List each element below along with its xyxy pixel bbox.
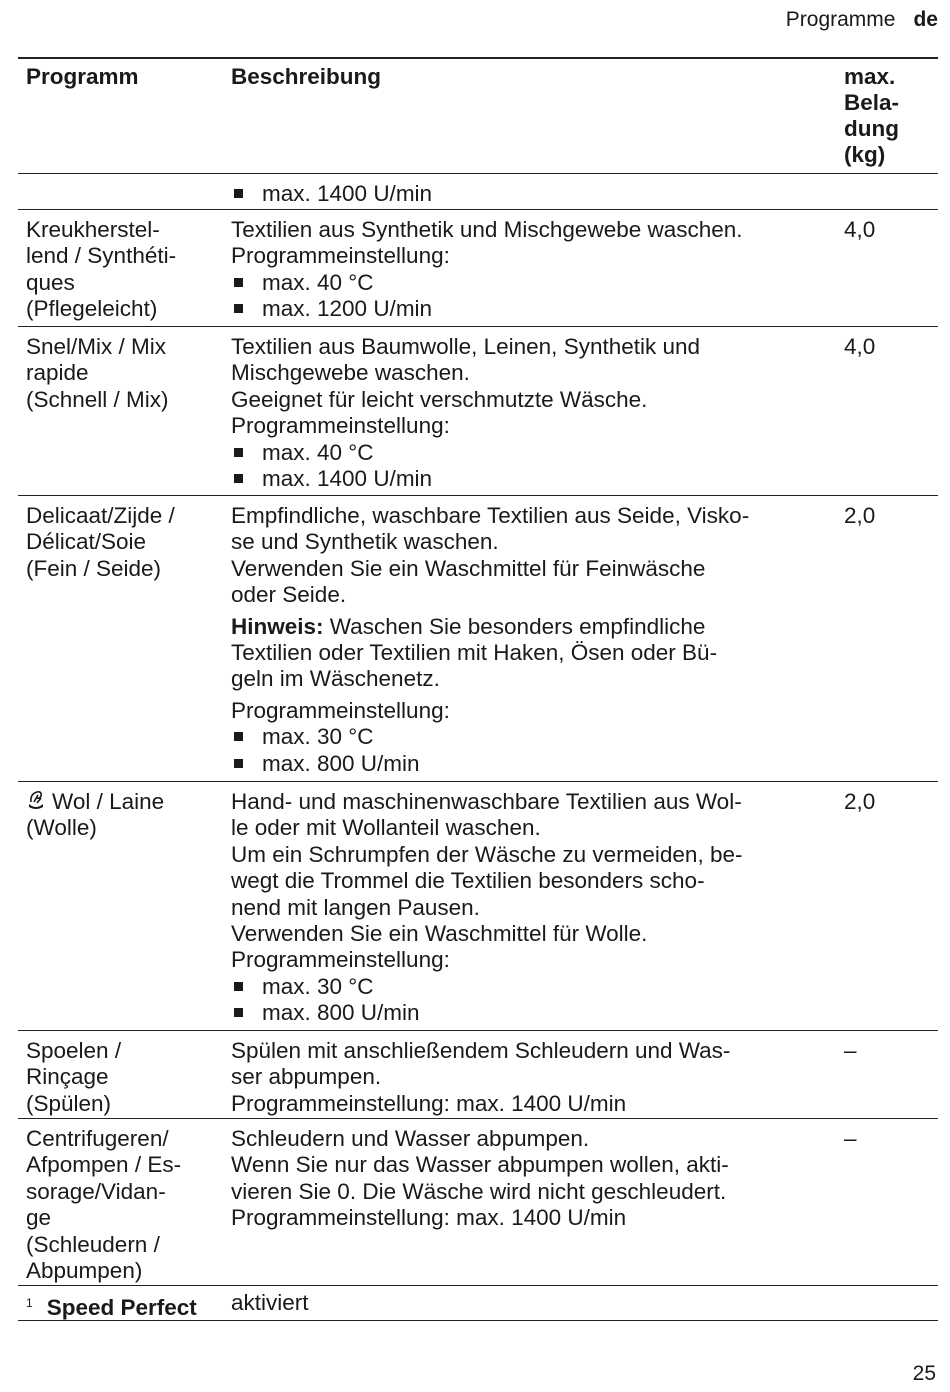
handwash-icon xyxy=(26,789,52,814)
program-description xyxy=(231,1126,831,1232)
program-name-line: (Pflegeleicht) xyxy=(26,296,158,322)
setting-bullet: max. 1400 U/min xyxy=(231,181,831,207)
footnote-text: aktiviert xyxy=(231,1290,309,1315)
program-name xyxy=(26,789,226,842)
max-load: 4,0 xyxy=(844,334,876,359)
setting-bullet: max. 1200 U/min xyxy=(231,296,831,322)
program-name-line: rapide xyxy=(26,360,89,386)
description-line: Programmeinstellung: xyxy=(231,697,450,723)
section-title: Programme xyxy=(785,8,896,31)
description-line: Verwenden Sie ein Waschmittel für Feinwäsche xyxy=(231,555,706,581)
program-name-line: (Fein / Seide) xyxy=(26,555,162,581)
program-name-line: lend / Synthéti- xyxy=(26,243,177,269)
description-line: Textilien aus Baumwolle, Leinen, Synthetik und xyxy=(231,334,701,359)
description-line: Textilien aus Synthetik und Mischgewebe waschen. xyxy=(231,217,743,242)
program-description xyxy=(231,217,831,323)
program-name-line: ques xyxy=(26,269,75,295)
footnote-term: Speed Perfect xyxy=(46,1295,197,1320)
header-description: Beschreibung xyxy=(231,64,382,89)
program-name-line: (Wolle) xyxy=(26,815,97,841)
description-line: Hand- und maschinenwaschbare Textilien aus Wol- xyxy=(231,789,742,814)
description-line: nend mit langen Pausen. xyxy=(231,894,480,920)
program-name-line: Abpumpen) xyxy=(26,1258,143,1284)
table-row xyxy=(18,1119,938,1286)
max-load: – xyxy=(844,1126,857,1151)
table-header xyxy=(18,59,938,174)
program-name xyxy=(26,334,226,413)
table-row xyxy=(18,1031,938,1119)
max-load: – xyxy=(844,1038,857,1063)
program-name xyxy=(26,503,226,582)
description-line: Verwenden Sie ein Waschmittel für Wolle. xyxy=(231,921,648,947)
setting-bullet: max. 30 °C xyxy=(231,974,831,1000)
max-load: 2,0 xyxy=(844,789,876,814)
program-name-line: Snel/Mix / Mix xyxy=(26,334,167,359)
program-name-line: Délicat/Soie xyxy=(26,529,147,555)
program-name-line: (Schnell / Mix) xyxy=(26,386,169,412)
header-load-line: max. xyxy=(844,64,896,89)
program-name-line: Kreukherstel- xyxy=(26,217,160,242)
running-header xyxy=(786,8,938,32)
header-load-line: (kg) xyxy=(844,142,886,167)
description-line: se und Synthetik waschen. xyxy=(231,529,499,555)
description-line: Spülen mit anschließendem Schleudern und Was- xyxy=(231,1038,731,1063)
description-line: Programmeinstellung: xyxy=(231,413,450,439)
description-line: Empfindliche, waschbare Textilien aus Seide, Visko- xyxy=(231,503,750,528)
footnote-mark: 1 xyxy=(26,1296,33,1310)
program-description xyxy=(231,1038,831,1117)
program-name-line: Centrifugeren/ xyxy=(26,1126,169,1151)
program-name-line: Wol / Laine xyxy=(26,789,226,815)
program-table xyxy=(18,57,938,1321)
description-line: Geeignet für leicht verschmutzte Wäsche. xyxy=(231,386,648,412)
max-load: 4,0 xyxy=(844,217,876,242)
program-name-line: (Schleudern / xyxy=(26,1231,160,1257)
program-name-line: ge xyxy=(26,1205,52,1231)
max-load: 2,0 xyxy=(844,503,876,528)
program-description xyxy=(231,503,831,777)
program-name xyxy=(26,1126,226,1284)
table-row xyxy=(18,496,938,782)
header-load xyxy=(844,64,934,168)
description-line: Wenn Sie nur das Wasser abpumpen wollen, akti- xyxy=(231,1152,729,1178)
program-name xyxy=(26,1038,226,1117)
page-number: 25 xyxy=(912,1362,936,1385)
note-label: Hinweis: xyxy=(231,613,324,639)
footnote-row xyxy=(18,1286,938,1321)
header-load-line: dung xyxy=(844,116,899,141)
program-name-line: (Spülen) xyxy=(26,1090,112,1116)
setting-bullet: max. 40 °C xyxy=(231,270,831,296)
program-description xyxy=(231,789,831,1027)
program-description xyxy=(231,181,831,207)
description-line: Um ein Schrumpfen der Wäsche zu vermeiden, be- xyxy=(231,841,743,867)
program-name-line: Spoelen / xyxy=(26,1038,122,1063)
program-name-line: Afpompen / Es- xyxy=(26,1152,182,1178)
table-row xyxy=(18,210,938,327)
description-line: Programmeinstellung: xyxy=(231,947,450,973)
description-line: Programmeinstellung: xyxy=(231,243,450,269)
description-line: Programmeinstellung: max. 1400 U/min xyxy=(231,1205,627,1231)
setting-bullet: max. 800 U/min xyxy=(231,751,831,777)
table-row xyxy=(18,327,938,496)
description-line: oder Seide. xyxy=(231,582,347,608)
description-line: Schleudern und Wasser abpumpen. xyxy=(231,1126,590,1151)
program-name xyxy=(26,217,226,323)
description-line: le oder mit Wollanteil waschen. xyxy=(231,815,541,841)
footnote-term-cell xyxy=(26,1290,226,1321)
setting-bullet: max. 40 °C xyxy=(231,440,831,466)
program-name-line: Delicaat/Zijde / xyxy=(26,503,175,528)
setting-bullet: max. 30 °C xyxy=(231,724,831,750)
setting-bullet: max. 1400 U/min xyxy=(231,466,831,492)
description-line: vieren Sie 0. Die Wäsche wird nicht geschleudert. xyxy=(231,1178,727,1204)
description-line: Textilien oder Textilien mit Haken, Ösen oder Bü- xyxy=(231,640,718,666)
header-program: Programm xyxy=(26,64,139,89)
header-load-line: Bela- xyxy=(844,90,900,115)
program-name-line: Rinçage xyxy=(26,1064,109,1090)
description-line: ser abpumpen. xyxy=(231,1064,382,1090)
language-code: de xyxy=(913,8,938,31)
description-line: Mischgewebe waschen. xyxy=(231,360,470,386)
program-name-line: sorage/Vidan- xyxy=(26,1178,166,1204)
table-row xyxy=(18,174,938,210)
description-line: Hinweis: Waschen Sie besonders empfindliche xyxy=(231,613,706,639)
table-row xyxy=(18,782,938,1031)
description-line: wegt die Trommel die Textilien besonders scho- xyxy=(231,868,705,894)
program-description xyxy=(231,334,831,492)
description-line: Programmeinstellung: max. 1400 U/min xyxy=(231,1090,627,1116)
setting-bullet: max. 800 U/min xyxy=(231,1000,831,1026)
description-line: geln im Wäschenetz. xyxy=(231,666,440,692)
